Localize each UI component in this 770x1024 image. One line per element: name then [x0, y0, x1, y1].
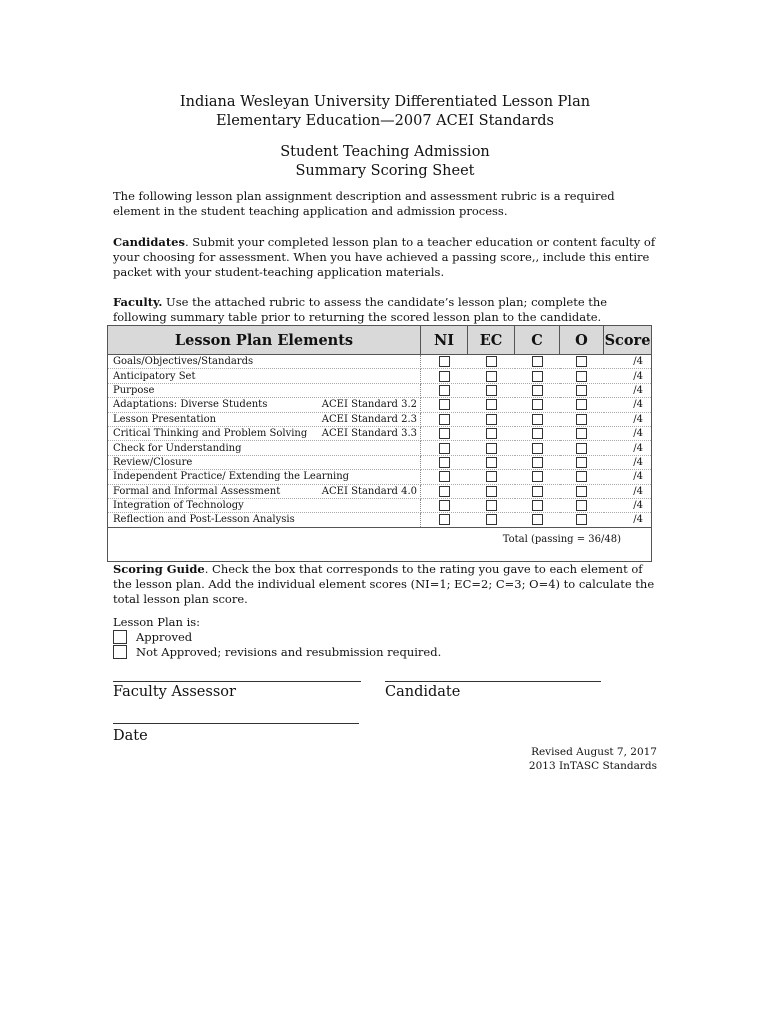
element-cell — [108, 498, 421, 512]
ec-checkbox[interactable] — [486, 486, 497, 497]
rating-cell-c — [515, 441, 560, 455]
o-checkbox[interactable] — [576, 414, 587, 425]
not-approved-label: Not Approved; revisions and resubmission required. — [136, 645, 442, 659]
table-header-row — [108, 326, 652, 355]
rating-cell-ni — [421, 412, 468, 426]
scoring-guide-text: . Check the box that corresponds to the rating you gave to each element of the lesson plan. Add the individual element scores (NI=1; EC=2; C=3; O=4) to calculate the total lesson plan score. — [113, 562, 655, 606]
element-cell — [108, 412, 421, 426]
element-name: Lesson Presentation — [113, 413, 217, 425]
element-name: Critical Thinking and Problem Solving — [113, 428, 308, 440]
o-checkbox[interactable] — [576, 385, 587, 396]
header-c: C — [515, 326, 560, 355]
date-label: Date — [113, 728, 148, 744]
rating-cell-ec — [468, 355, 515, 369]
rating-cell-o — [560, 426, 604, 440]
ec-checkbox[interactable] — [486, 500, 497, 511]
c-checkbox[interactable] — [532, 486, 543, 497]
c-checkbox[interactable] — [532, 500, 543, 511]
score-cell[interactable]: /4 — [604, 498, 652, 512]
ni-checkbox[interactable] — [439, 414, 450, 425]
o-checkbox[interactable] — [576, 356, 587, 367]
rating-cell-ec — [468, 426, 515, 440]
element-name: Reflection and Post-Lesson Analysis — [113, 514, 295, 526]
ni-checkbox[interactable] — [439, 471, 450, 482]
header-ni: NI — [421, 326, 468, 355]
element-cell — [108, 484, 421, 498]
rating-cell-ec — [468, 369, 515, 383]
acei-standard: ACEI Standard 2.3 — [321, 413, 417, 425]
element-cell — [108, 455, 421, 469]
score-cell[interactable]: /4 — [604, 484, 652, 498]
score-cell[interactable]: /4 — [604, 513, 652, 527]
faculty-text: Use the attached rubric to assess the candidate’s lesson plan; complete the following summary table prior to returning the scored lesson plan to the candidate. — [113, 295, 608, 324]
rating-cell-c — [515, 484, 560, 498]
o-checkbox[interactable] — [576, 486, 587, 497]
summary-scoring-table — [107, 325, 652, 562]
ni-checkbox[interactable] — [439, 443, 450, 454]
element-cell — [108, 355, 421, 369]
o-checkbox[interactable] — [576, 428, 587, 439]
rating-cell-c — [515, 498, 560, 512]
c-checkbox[interactable] — [532, 356, 543, 367]
revision-note — [529, 745, 657, 773]
c-checkbox[interactable] — [532, 457, 543, 468]
c-checkbox[interactable] — [532, 414, 543, 425]
rating-cell-ni — [421, 498, 468, 512]
ec-checkbox[interactable] — [486, 371, 497, 382]
candidates-label: Candidates — [113, 235, 185, 249]
ec-checkbox[interactable] — [486, 471, 497, 482]
rating-cell-ni — [421, 398, 468, 412]
header-elements: Lesson Plan Elements — [108, 326, 421, 355]
faculty-label: Faculty. — [113, 295, 163, 309]
table-row — [108, 426, 652, 440]
acei-standard: ACEI Standard 3.3 — [321, 427, 417, 439]
score-cell[interactable]: /4 — [604, 383, 652, 397]
c-checkbox[interactable] — [532, 443, 543, 454]
intasc-standards: 2013 InTASC Standards — [528, 760, 657, 772]
ni-checkbox[interactable] — [439, 356, 450, 367]
ec-checkbox[interactable] — [486, 457, 497, 468]
not-approved-checkbox[interactable] — [113, 645, 127, 659]
rating-cell-ec — [468, 412, 515, 426]
ni-checkbox[interactable] — [439, 500, 450, 511]
ec-checkbox[interactable] — [486, 443, 497, 454]
c-checkbox[interactable] — [532, 471, 543, 482]
o-checkbox[interactable] — [576, 399, 587, 410]
table-row — [108, 470, 652, 484]
ec-checkbox[interactable] — [486, 385, 497, 396]
faculty-assessor-label: Faculty Assessor — [113, 684, 236, 700]
o-checkbox[interactable] — [576, 457, 587, 468]
element-name: Review/Closure — [113, 456, 193, 468]
scoring-guide-label: Scoring Guide — [113, 562, 205, 576]
score-cell[interactable]: /4 — [604, 355, 652, 369]
element-name: Adaptations: Diverse Students — [113, 399, 268, 411]
title-program: Elementary Education—2007 ACEI Standards — [215, 113, 554, 129]
element-cell — [108, 470, 421, 484]
rating-cell-o — [560, 455, 604, 469]
header-score: Score — [604, 326, 652, 355]
candidate-signature-line[interactable] — [385, 681, 601, 682]
score-cell[interactable]: /4 — [604, 426, 652, 440]
candidates-text: . Submit your completed lesson plan to a teacher education or content faculty of your choosing for assessment. When you have achieved a passing score,, include this entire packet with your student-teaching application materials. — [113, 235, 656, 279]
rating-cell-o — [560, 355, 604, 369]
rating-cell-ec — [468, 398, 515, 412]
faculty-signature-line[interactable] — [113, 681, 361, 682]
rating-cell-ni — [421, 441, 468, 455]
rating-cell-c — [515, 355, 560, 369]
approved-option[interactable] — [113, 630, 192, 644]
rating-cell-o — [560, 513, 604, 527]
rating-cell-o — [560, 441, 604, 455]
ni-checkbox[interactable] — [439, 486, 450, 497]
rating-cell-ec — [468, 455, 515, 469]
element-name: Formal and Informal Assessment — [113, 485, 281, 497]
ec-checkbox[interactable] — [486, 514, 497, 525]
rating-cell-c — [515, 412, 560, 426]
c-checkbox[interactable] — [532, 514, 543, 525]
acei-standard: ACEI Standard 3.2 — [321, 399, 417, 411]
ni-checkbox[interactable] — [439, 428, 450, 439]
rating-cell-c — [515, 455, 560, 469]
rating-cell-o — [560, 398, 604, 412]
element-name: Purpose — [113, 384, 155, 396]
rating-cell-ec — [468, 513, 515, 527]
title-university: Indiana Wesleyan University Differentiated Lesson Plan — [179, 94, 591, 110]
element-cell — [108, 513, 421, 527]
score-cell[interactable]: /4 — [604, 455, 652, 469]
table-row — [108, 513, 652, 527]
table-row — [108, 369, 652, 383]
table-row — [108, 498, 652, 512]
rating-cell-ni — [421, 484, 468, 498]
rating-cell-ni — [421, 369, 468, 383]
date-line[interactable] — [113, 723, 359, 724]
candidate-label: Candidate — [385, 684, 461, 700]
c-checkbox[interactable] — [532, 371, 543, 382]
ec-checkbox[interactable] — [486, 428, 497, 439]
element-name: Integration of Technology — [113, 500, 244, 512]
ni-checkbox[interactable] — [439, 371, 450, 382]
table-row — [108, 455, 652, 469]
rating-cell-c — [515, 383, 560, 397]
element-cell — [108, 426, 421, 440]
rating-cell-ni — [421, 383, 468, 397]
o-checkbox[interactable] — [576, 514, 587, 525]
element-cell — [108, 441, 421, 455]
o-checkbox[interactable] — [576, 371, 587, 382]
element-name: Goals/Objectives/Standards — [113, 356, 254, 368]
rating-cell-ni — [421, 426, 468, 440]
ec-checkbox[interactable] — [486, 414, 497, 425]
o-checkbox[interactable] — [576, 443, 587, 454]
rating-cell-c — [515, 426, 560, 440]
c-checkbox[interactable] — [532, 399, 543, 410]
rating-cell-ni — [421, 355, 468, 369]
rating-cell-o — [560, 412, 604, 426]
rating-cell-ni — [421, 455, 468, 469]
table-row — [108, 383, 652, 397]
o-checkbox[interactable] — [576, 500, 587, 511]
element-cell — [108, 398, 421, 412]
table-row — [108, 441, 652, 455]
revised-date: Revised August 7, 2017 — [531, 746, 657, 758]
table-row — [108, 398, 652, 412]
header-o: O — [560, 326, 604, 355]
element-name: Check for Understanding — [113, 442, 242, 454]
score-cell[interactable]: /4 — [604, 441, 652, 455]
scoring-guide-paragraph — [113, 562, 658, 607]
score-cell[interactable]: /4 — [604, 398, 652, 412]
approved-label: Approved — [136, 630, 193, 644]
ni-checkbox[interactable] — [439, 385, 450, 396]
rating-cell-o — [560, 498, 604, 512]
approved-checkbox[interactable] — [113, 630, 127, 644]
rating-cell-ni — [421, 513, 468, 527]
table-row — [108, 484, 652, 498]
title-block — [0, 93, 770, 181]
rating-cell-o — [560, 383, 604, 397]
ec-checkbox[interactable] — [486, 399, 497, 410]
rating-cell-c — [515, 369, 560, 383]
rating-cell-ec — [468, 498, 515, 512]
total-passing: Total (passing = 36/48) — [108, 527, 652, 561]
rating-cell-o — [560, 484, 604, 498]
rating-cell-ec — [468, 484, 515, 498]
acei-standard: ACEI Standard 4.0 — [321, 485, 417, 497]
candidates-paragraph — [113, 235, 658, 280]
title-summary: Summary Scoring Sheet — [295, 163, 475, 179]
score-cell[interactable]: /4 — [604, 412, 652, 426]
c-checkbox[interactable] — [532, 428, 543, 439]
score-cell[interactable]: /4 — [604, 470, 652, 484]
element-name: Anticipatory Set — [113, 370, 196, 382]
title-admission: Student Teaching Admission — [280, 144, 490, 160]
element-name: Independent Practice/ Extending the Learning — [113, 471, 350, 483]
rating-cell-c — [515, 398, 560, 412]
ni-checkbox[interactable] — [439, 457, 450, 468]
rating-cell-o — [560, 369, 604, 383]
rating-cell-o — [560, 470, 604, 484]
table-row — [108, 355, 652, 369]
element-cell — [108, 369, 421, 383]
rating-cell-c — [515, 513, 560, 527]
total-row — [108, 527, 652, 561]
header-ec: EC — [468, 326, 515, 355]
rating-cell-ec — [468, 441, 515, 455]
table-row — [108, 412, 652, 426]
faculty-paragraph — [113, 295, 658, 325]
intro-paragraph: The following lesson plan assignment description and assessment rubric is a required element in the student teaching application and admission process. — [113, 189, 615, 218]
element-cell — [108, 383, 421, 397]
ec-checkbox[interactable] — [486, 356, 497, 367]
ni-checkbox[interactable] — [439, 399, 450, 410]
o-checkbox[interactable] — [576, 471, 587, 482]
rating-cell-ec — [468, 470, 515, 484]
c-checkbox[interactable] — [532, 385, 543, 396]
ni-checkbox[interactable] — [439, 514, 450, 525]
rating-cell-ec — [468, 383, 515, 397]
not-approved-option[interactable] — [113, 645, 441, 659]
lesson-plan-is-label: Lesson Plan is: — [113, 615, 201, 629]
rating-cell-c — [515, 470, 560, 484]
score-cell[interactable]: /4 — [604, 369, 652, 383]
rating-cell-ni — [421, 470, 468, 484]
